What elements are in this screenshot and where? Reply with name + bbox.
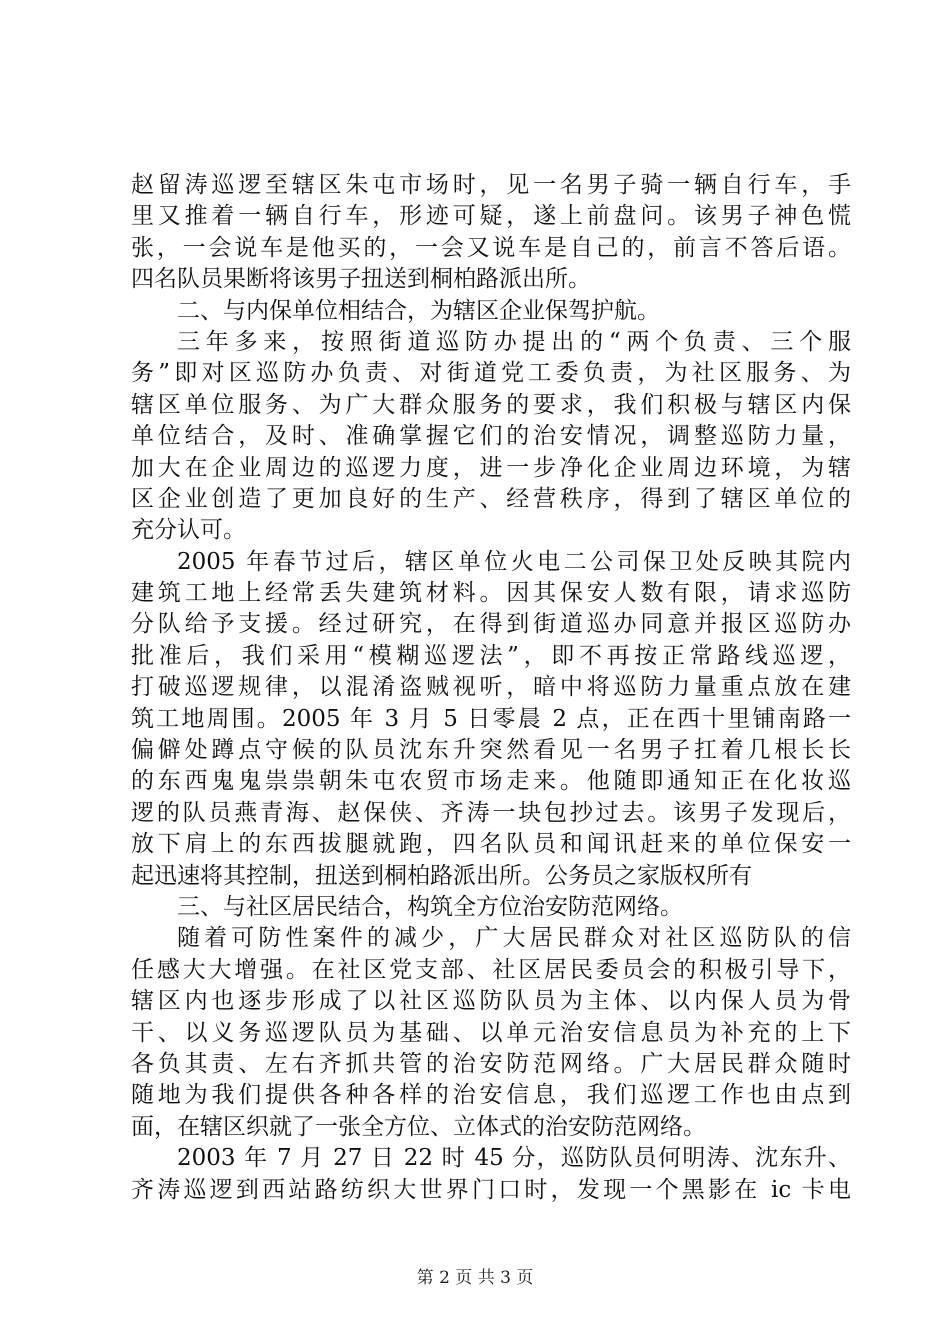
text-line: 单位结合，及时、准确掌握它们的治安情况，调整巡防力量， — [131, 423, 851, 450]
text-line: 批准后，我们采用“模糊巡逻法”，即不再按正常路线巡逻， — [131, 642, 851, 669]
text-line: 随着可防性案件的减少，广大居民群众对社区巡防队的信 — [177, 925, 851, 952]
text-line: 偏僻处蹲点守候的队员沈东升突然看见一名男子扛着几根长长 — [131, 737, 851, 764]
text-line: 三年多来，按照街道巡防办提出的“两个负责、三个服 — [177, 328, 851, 355]
text-line: 区企业创造了更加良好的生产、经营秩序，得到了辖区单位的 — [131, 485, 851, 512]
text-line: 辖区内也逐步形成了以社区巡防队员为主体、以内保人员为骨 — [131, 988, 851, 1015]
text-line: 干、以义务巡逻队员为基础、以单元治安信息员为补充的上下 — [131, 1019, 851, 1046]
text-line: 务”即对区巡防办负责、对街道党工委负责，为社区服务、为 — [131, 360, 851, 387]
text-line: 张，一会说车是他买的，一会又说车是自己的，前言不答后语。 — [131, 234, 851, 261]
page-footer: 第 2 页 共 3 页 — [416, 1268, 534, 1288]
text-line: 辖区单位服务、为广大群众服务的要求，我们积极与辖区内保 — [131, 391, 851, 418]
text-line: 齐涛巡逻到西站路纺织大世界门口时，发现一个黑影在 ic 卡电 — [131, 1176, 851, 1203]
text-line: 起迅速将其控制，扭送到桐柏路派出所。公务员之家版权所有 — [131, 862, 752, 889]
text-line: 放下肩上的东西拔腿就跑，四名队员和闻讯赶来的单位保安一 — [131, 831, 851, 858]
text-line: 任感大大增强。在社区党支部、社区居民委员会的积极引导下， — [131, 956, 851, 983]
text-line: 二、与内保单位相结合，为辖区企业保驾护航。 — [177, 297, 660, 324]
text-line: 筑工地周围。2005 年 3 月 5 日零晨 2 点，正在西十里铺南路一 — [131, 705, 851, 732]
text-line: 三、与社区居民结合，构筑全方位治安防范网络。 — [177, 893, 683, 920]
text-line: 加大在企业周边的巡逻力度，进一步净化企业周边环境，为辖 — [131, 454, 851, 481]
body-text — [131, 170, 851, 1206]
text-line: 随地为我们提供各种各样的治安信息，我们巡逻工作也由点到 — [131, 1082, 851, 1109]
text-line: 分队给予支援。经过研究，在得到街道巡办同意并报区巡防办 — [131, 611, 851, 638]
text-line: 逻的队员燕青海、赵保侠、齐涛一块包抄过去。该男子发现后， — [131, 799, 851, 826]
text-line: 的东西鬼鬼祟祟朝朱屯农贸市场走来。他随即通知正在化妆巡 — [131, 768, 851, 795]
text-line: 四名队员果断将该男子扭送到桐柏路派出所。 — [131, 266, 591, 293]
text-line: 2003 年 7 月 27 日 22 时 45 分，巡防队员何明涛、沈东升、 — [177, 1145, 851, 1172]
text-line: 赵留涛巡逻至辖区朱屯市场时，见一名男子骑一辆自行车，手 — [131, 172, 851, 198]
text-line: 2005 年春节过后，辖区单位火电二公司保卫处反映其院内 — [177, 548, 851, 575]
text-line: 各负其责、左右齐抓共管的治安防范网络。广大居民群众随时 — [131, 1050, 851, 1077]
text-line: 建筑工地上经常丢失建筑材料。因其保安人数有限，请求巡防 — [131, 580, 851, 607]
text-line: 打破巡逻规律，以混淆盗贼视听，暗中将巡防力量重点放在建 — [131, 674, 851, 701]
text-line: 充分认可。 — [131, 517, 246, 544]
text-line: 面，在辖区织就了一张全方位、立体式的治安防范网络。 — [131, 1113, 706, 1140]
text-line: 里又推着一辆自行车，形迹可疑，遂上前盘问。该男子神色慌 — [131, 203, 851, 230]
